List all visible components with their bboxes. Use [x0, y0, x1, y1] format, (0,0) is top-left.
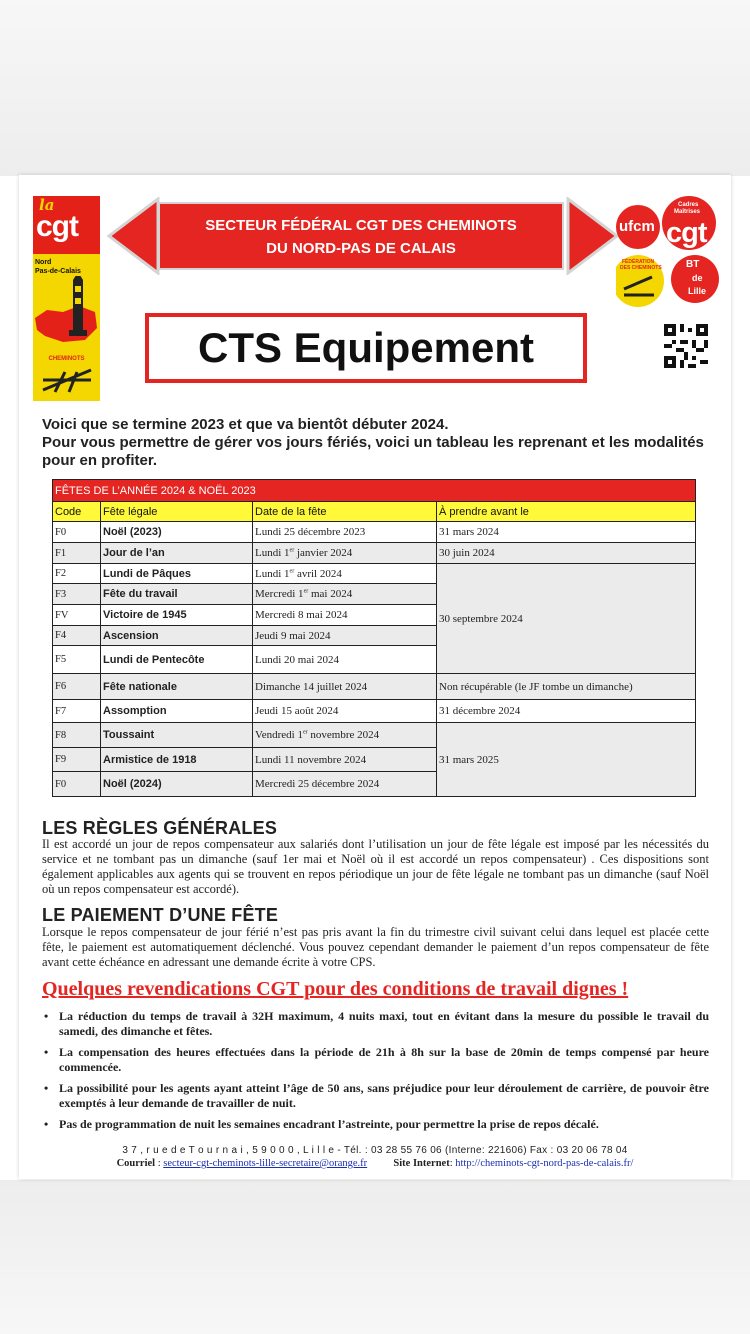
cell-holiday: Lundi de Pentecôte: [101, 646, 253, 674]
website-label: Site Internet: [393, 1158, 450, 1169]
cell-code: F4: [53, 626, 101, 646]
date-text-end: janvier 2024: [294, 547, 353, 559]
cell-date: [253, 564, 437, 584]
list-item: [41, 1009, 709, 1039]
date-ordinal: er: [289, 547, 295, 554]
cell-holiday: Toussaint: [101, 723, 253, 748]
cell-code: F0: [53, 522, 101, 543]
cell-code: F5: [53, 646, 101, 674]
cell-holiday: Jour de l’an: [101, 543, 253, 564]
website-link[interactable]: http://cheminots-cgt-nord-pas-de-calais.fr/: [455, 1158, 634, 1169]
belfry-map-icon: [33, 276, 100, 356]
bullet-icon: •: [44, 1009, 49, 1023]
banner-line-2: DU NORD-PAS DE CALAIS: [266, 240, 456, 257]
footer-contacts: Courriel : secteur-cgt-cheminots-lille-secretaire@orange.fr Site Internet: http://cheminots-cgt-nord-pas-de-calais.fr/: [116, 1158, 634, 1169]
cell-holiday: Lundi de Pâques: [101, 564, 253, 584]
qr-code-icon[interactable]: [664, 324, 708, 368]
cell-code: F0: [53, 772, 101, 797]
list-item-text: La réduction du temps de travail à 32H maximum, 4 nuits maxi, tout en évitant dans la mesure du possible le travail du samedi, des dimanche et fêtes.: [59, 1009, 709, 1038]
table-header-row: [53, 502, 696, 522]
de-text: de: [692, 273, 703, 283]
cell-holiday: Armistice de 1918: [101, 748, 253, 772]
cell-holiday: Ascension: [101, 626, 253, 646]
demands-list: [41, 1009, 709, 1138]
bt-text: BT: [686, 259, 700, 270]
table-row: [53, 564, 696, 584]
date-ordinal: er: [302, 729, 308, 736]
des-cheminots-text: DES CHEMINOTS: [620, 265, 662, 271]
bullet-icon: •: [44, 1045, 49, 1059]
cell-take-before: 31 mars 2024: [437, 522, 696, 543]
ufcm-text: ufcm: [619, 218, 655, 235]
cgt-nord-pas-de-calais-logo: [33, 196, 100, 401]
cell-date: Lundi 25 décembre 2023: [253, 522, 437, 543]
column-header-holiday: Fête légale: [101, 502, 253, 522]
cell-date: Mercredi 8 mai 2024: [253, 605, 437, 626]
cell-holiday: Assomption: [101, 700, 253, 723]
cell-code: F7: [53, 700, 101, 723]
cell-holiday: Fête du travail: [101, 584, 253, 605]
email-label: Courriel: [116, 1158, 156, 1169]
cell-date: [253, 543, 437, 564]
list-item-text: La possibilité pour les agents ayant atteint l’âge de 50 ans, sans préjudice pour leur déroulement de carrière, de pouvoir être exemptés à leur demande de travailler de nuit.: [59, 1081, 709, 1110]
date-text-end: mai 2024: [308, 588, 353, 600]
cell-code: FV: [53, 605, 101, 626]
screenshot-bottom-background: [0, 1180, 750, 1334]
list-item-text: La compensation des heures effectuées dans la période de 21h à 8h sur la base de 20min de temps compensé par heure commencée.: [59, 1045, 709, 1074]
date-text: Mercredi 1: [255, 588, 304, 600]
lille-text: Lille: [688, 286, 707, 296]
rules-heading: LES RÈGLES GÉNÉRALES: [42, 818, 278, 838]
column-header-take-before: À prendre avant le: [437, 502, 696, 522]
column-header-code: Code: [53, 502, 101, 522]
logo-cgt-text: cgt: [36, 210, 78, 243]
date-ordinal: er: [289, 567, 295, 574]
cell-date: [253, 584, 437, 605]
date-text: Lundi 1: [255, 547, 290, 559]
table-row: [53, 723, 696, 748]
cell-code: F6: [53, 674, 101, 700]
intro-line-2: Pour vous permettre de gérer vos jours fériés, voici un tableau les reprenant et les modalités pour en profiter.: [42, 434, 704, 469]
table-row: [53, 700, 696, 723]
rules-text: Il est accordé un jour de repos compensateur aux salariés dont l’utilisation un jour de fête légale est imposé par les nécessités du service et ne tombant pas un dimanche (sauf 1er mai et Noël où il est accordé un repos compensateur) . Ces dispositions sont également applicables aux agents qui se trouvent en repos périodique un jour de fête légale ne tombant pas un dimanche (sauf Noël où un repos compensateur est accordé).: [42, 837, 709, 896]
date-text: Vendredi 1: [255, 729, 303, 741]
cell-date: Lundi 20 mai 2024: [253, 646, 437, 674]
cell-take-before: 30 juin 2024: [437, 543, 696, 564]
table-title-row: [53, 480, 696, 502]
screenshot-top-background: [0, 0, 750, 176]
cell-take-before-group: 31 mars 2025: [437, 723, 696, 797]
date-text-end: novembre 2024: [307, 729, 380, 741]
demands-heading: Quelques revendications CGT pour des conditions de travail dignes !: [42, 978, 629, 1000]
bullet-icon: •: [44, 1117, 49, 1131]
cell-code: F2: [53, 564, 101, 584]
table-row: [53, 522, 696, 543]
table-row: [53, 674, 696, 700]
cell-date: Jeudi 15 août 2024: [253, 700, 437, 723]
right-arrow-icon: [565, 197, 619, 275]
logo-region-text: [35, 258, 81, 276]
logo-nord-text: Nord: [35, 259, 52, 266]
logo-cheminots-text: CHEMINOTS: [48, 356, 85, 362]
date-text-end: avril 2024: [294, 567, 342, 580]
federation-text: FÉDÉRATION: [622, 259, 655, 265]
cell-date: Lundi 11 novembre 2024: [253, 748, 437, 772]
cell-date: Mercredi 25 décembre 2024: [253, 772, 437, 797]
cell-take-before: Non récupérable (le JF tombe un dimanche): [437, 674, 696, 700]
list-item-text: Pas de programmation de nuit les semaines encadrant l’astreinte, pour permettre la prise de repos décalé.: [59, 1117, 599, 1131]
email-link[interactable]: secteur-cgt-cheminots-lille-secretaire@orange.fr: [163, 1158, 368, 1169]
cell-code: F1: [53, 543, 101, 564]
sector-banner: [158, 202, 564, 270]
logo-la-text: la: [39, 196, 55, 214]
list-item: [41, 1081, 709, 1111]
rails-icon: [39, 366, 95, 394]
document-page: [19, 175, 731, 1179]
maitrises-text: Maîtrises: [674, 209, 701, 215]
logo-pas-de-calais-text: Pas-de-Calais: [35, 268, 81, 275]
document-title: CTS Equipement: [145, 313, 587, 383]
date-ordinal: er: [303, 588, 309, 595]
cell-take-before: 31 décembre 2024: [437, 700, 696, 723]
intro-text: [42, 416, 714, 470]
payment-text: Lorsque le repos compensateur de jour férié n’est pas pris avant la fin du trimestre civil suivant celui dans lequel est placée cette fête, le paiement est automatiquement déclenché. Vous pouvez cependant demander le paiement d’un repos compensateur de fête avant cette échéance en adressant une demande écrite à votre CPS.: [42, 925, 709, 969]
footer-address: 3 7 , r u e d e T o u r n a i , 5 9 0 0 0 , L i l l e - Tél. : 03 28 55 76 06 (Interne: 221606) Fax : 03 20 06 78 04: [122, 1145, 628, 1156]
cell-date: Jeudi 9 mai 2024: [253, 626, 437, 646]
ufcm-logo-graphic: [616, 195, 722, 313]
cell-date: [253, 723, 437, 748]
bullet-icon: •: [44, 1081, 49, 1095]
table-title: FÊTES DE L’ANNÉE 2024 & NOËL 2023: [53, 480, 696, 502]
list-item: [41, 1045, 709, 1075]
cell-code: F9: [53, 748, 101, 772]
cell-code: F3: [53, 584, 101, 605]
payment-heading: LE PAIEMENT D’UNE FÊTE: [42, 905, 279, 925]
cell-holiday: Noël (2023): [101, 522, 253, 543]
cgt-right-text: cgt: [666, 217, 707, 249]
holidays-table: [52, 479, 696, 797]
cell-take-before-group: 30 septembre 2024: [437, 564, 696, 674]
table-row: [53, 543, 696, 564]
banner-line-1: SECTEUR FÉDÉRAL CGT DES CHEMINOTS: [205, 217, 517, 234]
left-arrow-icon: [107, 197, 161, 275]
date-text: Lundi 1: [255, 567, 290, 580]
cell-holiday: Victoire de 1945: [101, 605, 253, 626]
ufcm-cgt-logos: [616, 195, 722, 313]
column-header-date: Date de la fête: [253, 502, 437, 522]
intro-line-1: Voici que se termine 2023 et que va bientôt débuter 2024.: [42, 416, 449, 433]
cadres-text: Cadres: [678, 202, 699, 208]
cell-date: Dimanche 14 juillet 2024: [253, 674, 437, 700]
cell-holiday: Noël (2024): [101, 772, 253, 797]
list-item: [41, 1117, 709, 1132]
cell-code: F8: [53, 723, 101, 748]
cell-holiday: Fête nationale: [101, 674, 253, 700]
